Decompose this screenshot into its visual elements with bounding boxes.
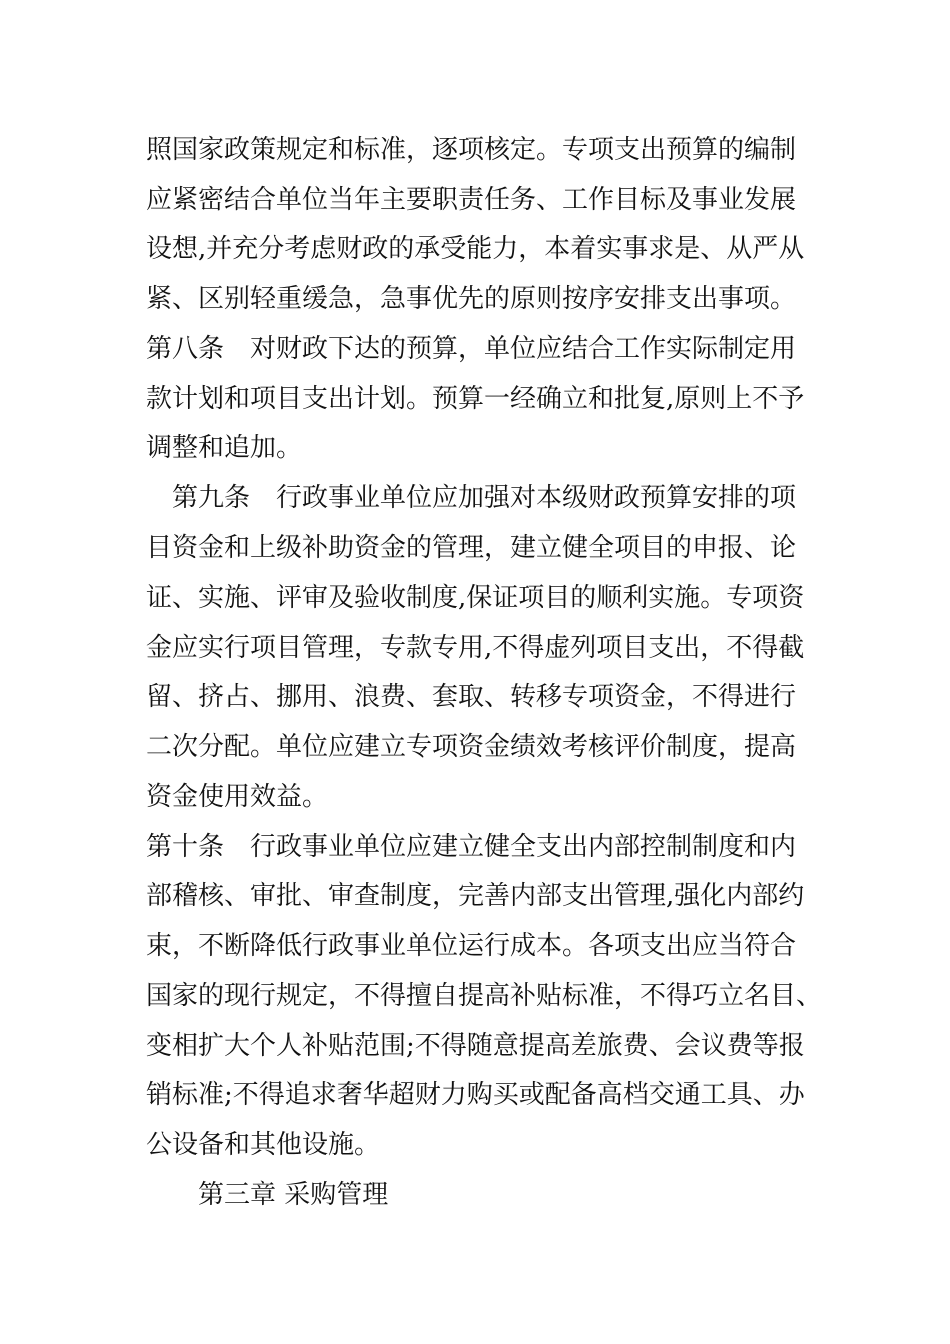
article-10-heading-line: 第十条 行政事业单位应建立健全支出内部控制制度和内 xyxy=(146,832,797,862)
text-line: 调整和追加。 xyxy=(146,433,303,463)
text-line: 证、实施、评审及验收制度,保证项目的顺利实施。专项资 xyxy=(146,583,805,613)
text-line: 公设备和其他设施。 xyxy=(146,1130,381,1160)
text-line: 二次分配。单位应建立专项资金绩效考核评价制度，提高 xyxy=(146,732,797,762)
article-8-heading-line: 第八条 对财政下达的预算，单位应结合工作实际制定用 xyxy=(146,334,797,364)
text-line: 国家的现行规定，不得擅自提高补贴标准，不得巧立名目、 xyxy=(146,981,823,1011)
text-line: 设想,并充分考虑财政的承受能力，本着实事求是、从严从 xyxy=(146,234,805,264)
text-line: 部稽核、审批、审查制度，完善内部支出管理,强化内部约 xyxy=(146,881,805,911)
article-9-heading-line: 第九条 行政事业单位应加强对本级财政预算安排的项 xyxy=(146,483,797,513)
text-line: 金应实行项目管理，专款专用,不得虚列项目支出，不得截 xyxy=(146,633,805,663)
text-line: 变相扩大个人补贴范围;不得随意提高差旅费、会议费等报 xyxy=(146,1031,805,1061)
text-line: 资金使用效益。 xyxy=(146,782,329,812)
text-line: 应紧密结合单位当年主要职责任务、工作目标及事业发展 xyxy=(146,185,797,215)
text-line: 款计划和项目支出计划。预算一经确立和批复,原则上不予 xyxy=(146,384,805,414)
text-line: 照国家政策规定和标准，逐项核定。专项支出预算的编制 xyxy=(146,135,797,165)
text-line: 目资金和上级补助资金的管理，建立健全项目的申报、论 xyxy=(146,533,797,563)
text-line: 销标准;不得追求奢华超财力购买或配备高档交通工具、办 xyxy=(146,1080,805,1110)
text-line: 留、挤占、挪用、浪费、套取、转移专项资金，不得进行 xyxy=(146,682,797,712)
chapter-3-heading: 第三章 采购管理 xyxy=(146,1180,389,1210)
text-line: 紧、区别轻重缓急，急事优先的原则按序安排支出事项。 xyxy=(146,284,797,314)
text-line: 束，不断降低行政事业单位运行成本。各项支出应当符合 xyxy=(146,931,797,961)
